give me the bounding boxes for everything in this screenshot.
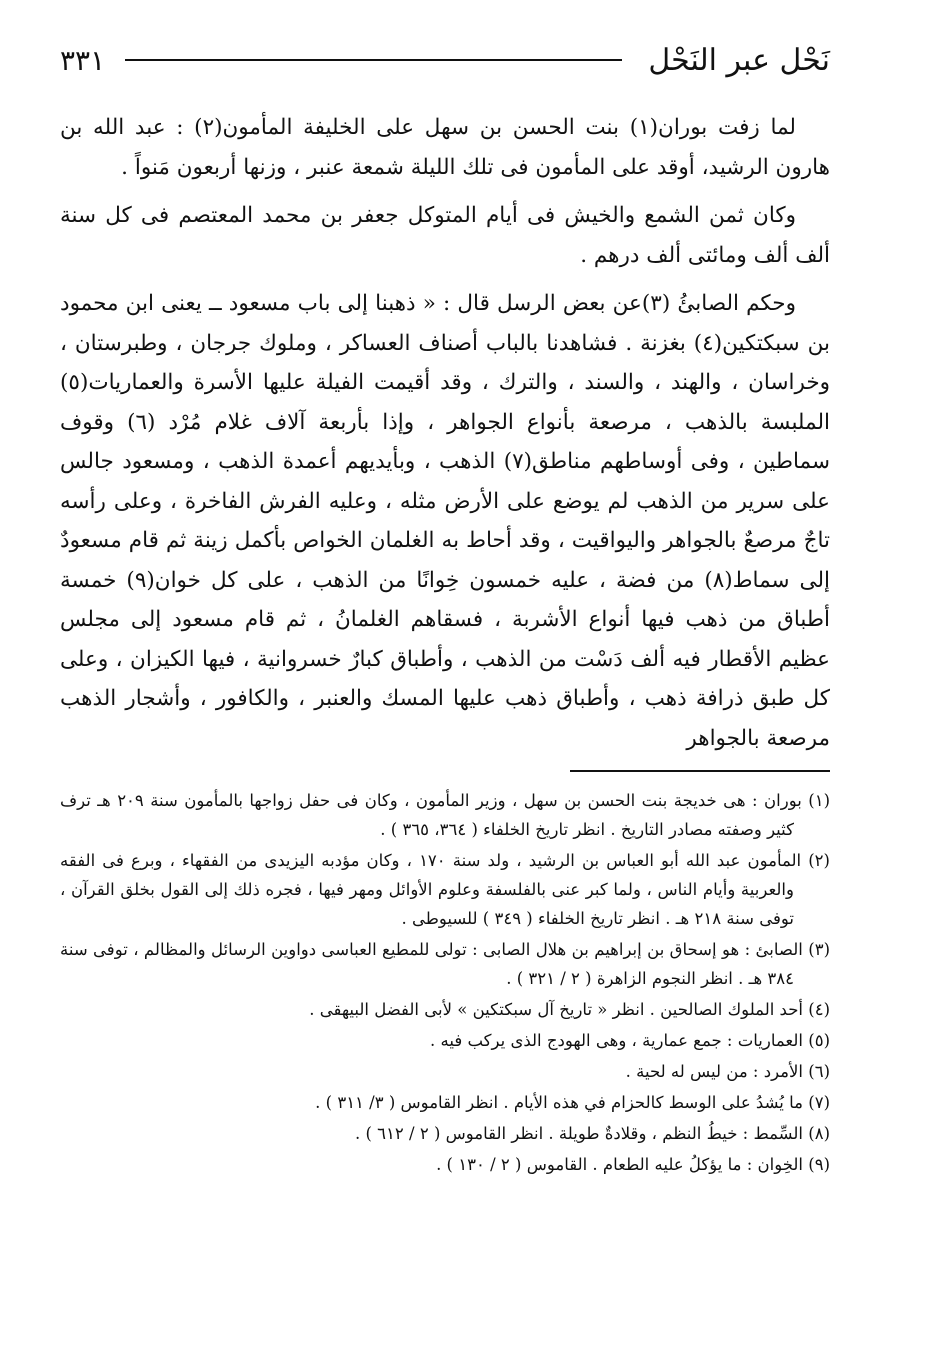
footnote: (١) بوران : هى خديجة بنت الحسن بن سهل ، وزير المأمون ، وكان فى حفل زواجها بالمأمون سنة ٢٠٩ هـ ترف كثير وصفته مصادر التاريخ . انظر تاريخ الخلفاء ( ٣٦٤، ٣٦٥ ) . bbox=[60, 791, 830, 839]
footnotes bbox=[60, 786, 830, 1179]
footnote: (٩) الخِوان : ما يؤكلُ عليه الطعام . القاموس ( ٢ / ١٣٠ ) . bbox=[436, 1155, 830, 1174]
footnote-separator bbox=[570, 770, 830, 772]
footnote: (٤) أحد الملوك الصالحين . انظر « تاريخ آل سبكتكين » لأبى الفضل البيهقى . bbox=[309, 1000, 830, 1019]
running-title: نَحْل عبر النَحْل bbox=[648, 42, 830, 78]
main-text bbox=[60, 108, 830, 758]
paragraph: وحكم الصابئُ (٣)عن بعض الرسل قال : « ذهبنا إلى باب مسعود ــ يعنى ابن محمود بن سبكتكين(٤) بغزنة . فشاهدنا بالباب أصناف العساكر ، وملوك جرجان ، وطبرستان ، وخراسان ، والهند ، والسند ، والترك ، وقد أقيمت الفيلة عليها الأسرة والعماريات(٥) الملبسة بالذهب ، مرصعة بأنواع الجواهر ، وإذا بأربعة آلاف غلام مُرْد (٦) وقوف سماطين ، وفى أوساطهم مناطق(٧) الذهب ، وبأيديهم أعمدة الذهب ، ومسعود جالس على سرير من الذهب لم يوضع على الأرض مثله ، وعليه الفرش الفاخرة ، وعلى رأسه تاجٌ مرصعٌ بالجواهر واليواقيت ، وقد أحاط به الغلمان الخواص بأكمل زينة ثم قام مسعودٌ إلى سماط(٨) من فضة ، عليه خمسون خِوانًا من الذهب ، على كل خوان(٩) خمسة أطباق من ذهب فيها أنواع الأشربة ، فسقاهم الغلمانُ ، ثم قام مسعود إلى مجلس عظيم الأقطار فيه ألف دَسْت من الذهب ، وأطباق كبارٌ خسروانية ، فيها الكيزان ، وعلى كل طبق ذرافة ذهب ، وأطباق ذهب عليها المسك والعنبر ، والكافور ، وأشجار الذهب مرصعة بالجواهر bbox=[60, 291, 830, 751]
footnote: (٣) الصابئ : هو إسحاق بن إبراهيم بن هلال الصابى : تولى للمطيع العباسى دواوين الرسائل والمظالم ، توفى سنة ٣٨٤ هـ . انظر النجوم الزاهرة ( ٢ / ٣٢١ ) . bbox=[60, 940, 830, 988]
footnote: (٨) السِّمط : خيطُ النظم ، وقلادةٌ طويلة . انظر القاموس ( ٢ / ٦١٢ ) . bbox=[355, 1124, 830, 1143]
footnote: (٦) الأمرد : من ليس له لحية . bbox=[625, 1062, 830, 1081]
header-rule bbox=[125, 59, 622, 61]
footnote: (٧) ما يُشدُ على الوسط كالحزام في هذه الأيام . انظر القاموس ( ٣/ ٣١١ ) . bbox=[315, 1093, 830, 1112]
paragraph: لما زفت بوران(١) بنت الحسن بن سهل على الخليفة المأمون(٢) : عبد الله بن هارون الرشيد، أوقد على المأمون فى تلك الليلة شمعة عنبر ، وزنها أربعون مَنواً . bbox=[60, 115, 830, 180]
footnote: (٢) المأمون عبد الله أبو العباس بن الرشيد ، ولد سنة ١٧٠ ، وكان مؤدبه اليزيدى من الفقهاء ، وبرع فى الفقه والعربية وأيام الناس ، ولما كبر عنى بالفلسفة وعلوم الأوائل ومهر فيها ، فجره ذلك إلى القول بخلق القرآن ، توفى سنة ٢١٨ هـ . انظر تاريخ الخلفاء ( ٣٤٩ ) للسيوطى . bbox=[60, 851, 830, 928]
book-page bbox=[60, 30, 830, 1330]
running-header bbox=[60, 30, 830, 90]
page-number: ٣٣١ bbox=[60, 43, 106, 77]
paragraph: وكان ثمن الشمع والخيش فى أيام المتوكل جعفر بن محمد المعتصم فى كل سنة ألف ألف ومائتى ألف درهم . bbox=[60, 203, 830, 268]
footnote-separator-wrap bbox=[60, 770, 830, 772]
footnote: (٥) العماريات : جمع عمارية ، وهى الهودج الذى يركب فيه . bbox=[430, 1031, 830, 1050]
